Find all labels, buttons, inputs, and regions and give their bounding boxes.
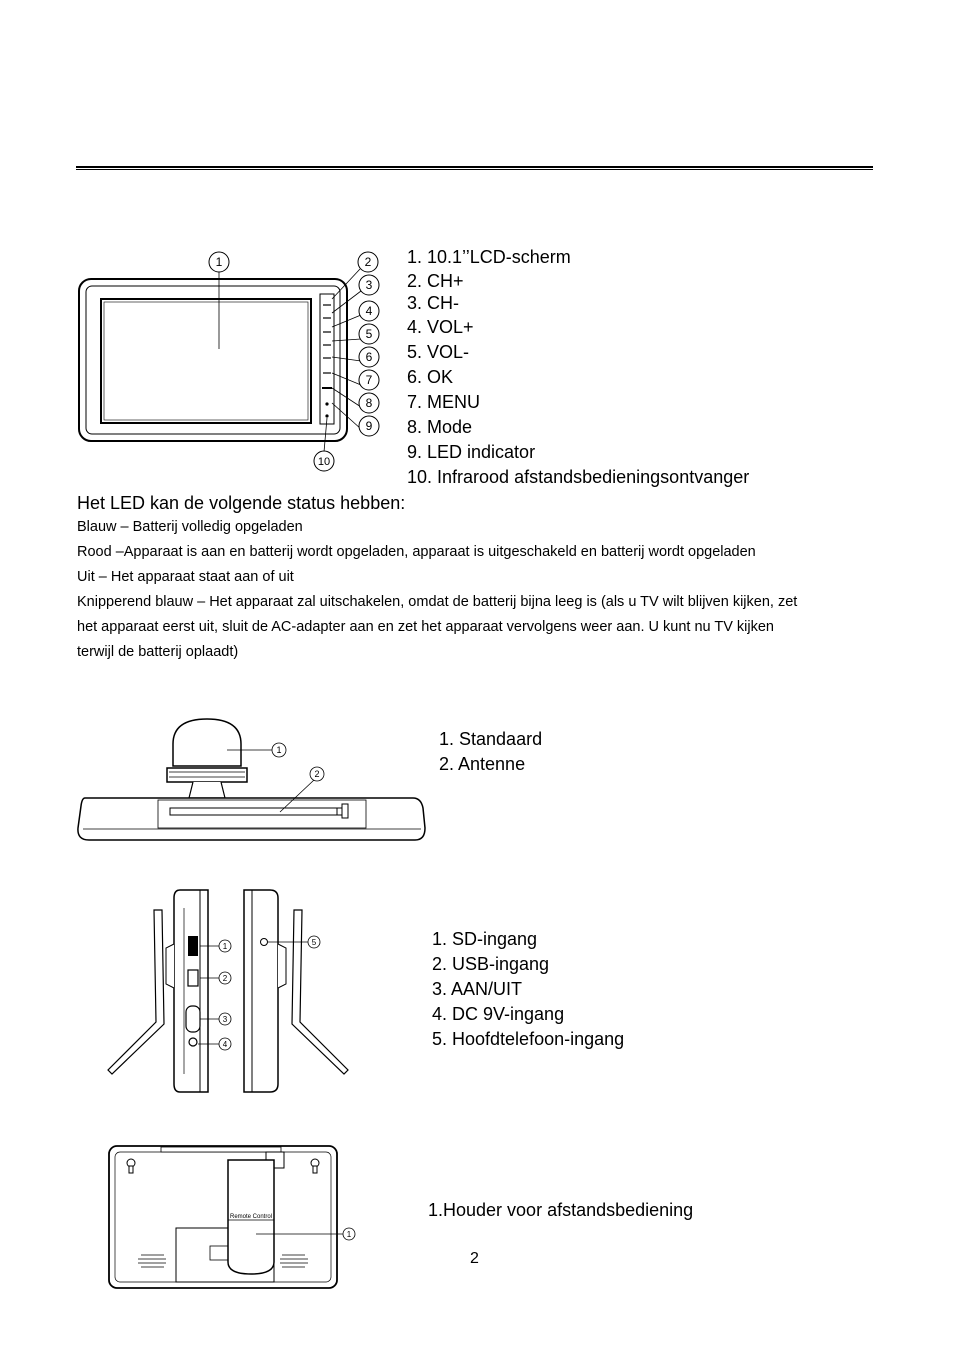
- side-callout: 3: [222, 1015, 228, 1024]
- top-callout: 2: [314, 769, 320, 779]
- led-status-line: terwijl de batterij oplaadt): [77, 644, 239, 660]
- legend-item: 1. SD-ingang: [432, 929, 538, 949]
- legend-item: 5. Hoofdtelefoon-ingang: [432, 1029, 625, 1049]
- led-status-line: het apparaat eerst uit, sluit de AC-adapter aan en zet het apparaat vervolgens weer aan. U kunt nu TV kijken: [77, 619, 774, 635]
- led-status-line: Blauw – Batterij volledig opgeladen: [77, 519, 303, 535]
- side-callout: 1: [222, 942, 228, 951]
- legend-item: 9. LED indicator: [407, 442, 536, 462]
- front-callout: 3: [365, 278, 373, 292]
- legend-item: 3. AAN/UIT: [432, 979, 523, 999]
- side-callout: 4: [222, 1040, 228, 1049]
- page-number: 2: [470, 1250, 479, 1267]
- legend-item: 7. MENU: [407, 392, 481, 412]
- legend-item: 1.Houder voor afstandsbediening: [428, 1200, 694, 1220]
- front-callout: 2: [364, 255, 372, 269]
- legend-item: 2. Antenne: [439, 754, 526, 774]
- side-callout: 2: [222, 974, 228, 983]
- top-view-diagram: [75, 716, 430, 848]
- legend-item: 4. DC 9V-ingang: [432, 1004, 565, 1024]
- legend-item: 10. Infrarood afstandsbedieningsontvanger: [407, 467, 750, 487]
- front-callout: 1: [215, 255, 223, 269]
- legend-item: 6. OK: [407, 367, 454, 387]
- front-callout: 8: [365, 396, 373, 410]
- legend-item: 1. 10.1’’LCD-scherm: [407, 247, 571, 267]
- legend-item: 2. CH+: [407, 271, 464, 291]
- front-callout: 4: [365, 304, 373, 318]
- led-status-heading: Het LED kan de volgende status hebben:: [77, 493, 406, 513]
- back-callout: 1: [346, 1230, 352, 1239]
- front-callout: 9: [365, 419, 373, 433]
- header-rule: [76, 166, 873, 170]
- top-callout: 1: [276, 745, 282, 755]
- legend-item: 1. Standaard: [439, 729, 543, 749]
- led-status-line: Rood –Apparaat is aan en batterij wordt opgeladen, apparaat is uitgeschakeld en batterij wordt opgeladen: [77, 544, 756, 560]
- legend-item: 3. CH-: [407, 293, 460, 313]
- legend-item: 5. VOL-: [407, 342, 470, 362]
- legend-item: 8. Mode: [407, 417, 473, 437]
- led-status-line: Uit – Het apparaat staat aan of uit: [77, 569, 294, 585]
- front-callout: 10: [317, 456, 331, 468]
- remote-holder-label: Remote Control: [229, 1214, 273, 1220]
- side-view-diagram: [104, 884, 354, 1099]
- legend-item: 2. USB-ingang: [432, 954, 550, 974]
- side-callout: 5: [311, 938, 317, 947]
- front-view-diagram: [76, 245, 386, 475]
- legend-item: 4. VOL+: [407, 317, 474, 337]
- front-callout: 7: [365, 373, 373, 387]
- front-callout: 5: [365, 327, 373, 341]
- led-status-line: Knipperend blauw – Het apparaat zal uitschakelen, omdat de batterij bijna leeg is (als u TV wilt blijven kijken, zet: [77, 594, 798, 610]
- front-callout: 6: [365, 350, 373, 364]
- back-view-diagram: [106, 1142, 366, 1294]
